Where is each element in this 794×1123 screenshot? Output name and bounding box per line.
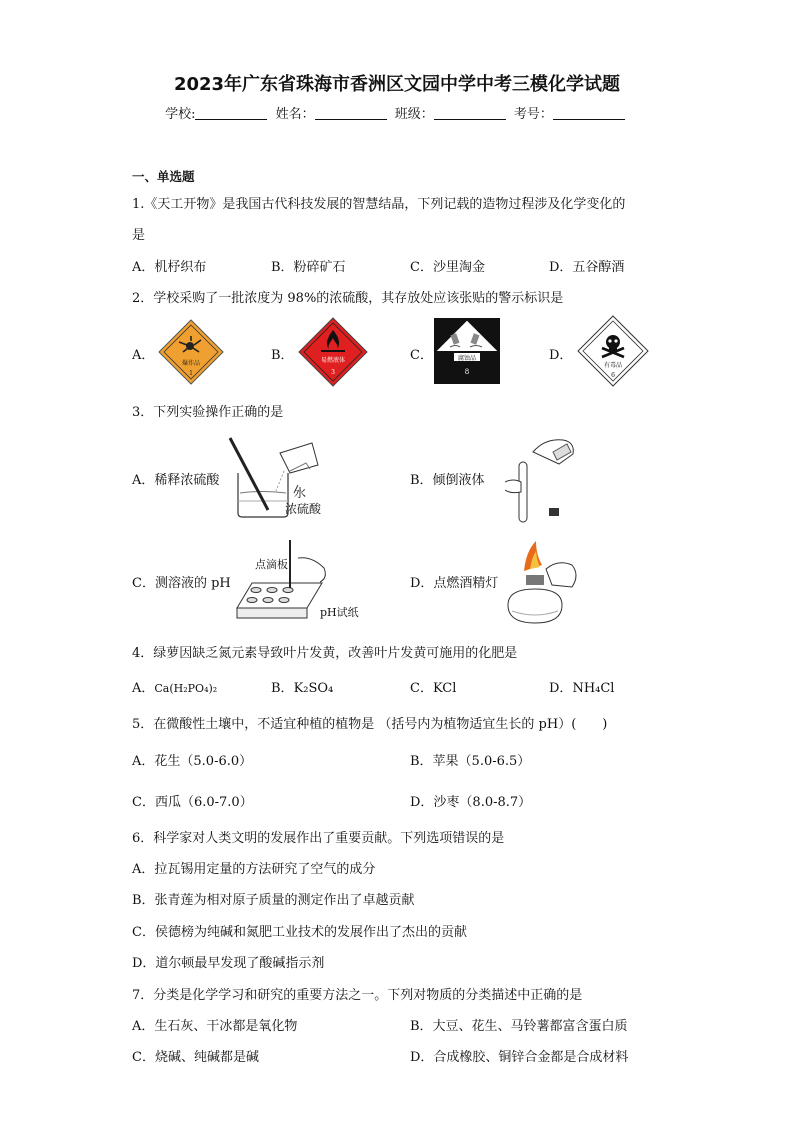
q2-option-c[interactable]: C． [410,348,433,363]
name-label: 姓名： [275,107,315,122]
q5-option-b[interactable]: B．苹果（5.0-6.5） [410,754,531,769]
school-label: 学校: [165,107,196,122]
q2-option-a[interactable]: A． [132,348,155,363]
q4-a-formula: Ca(H₂PO₄)₂ [154,682,218,695]
q1-option-a[interactable]: A．机杼织布 [132,260,207,275]
q3-option-c[interactable]: C．测溶液的 pH [132,576,231,591]
q6-option-a[interactable]: A．拉瓦锡用定量的方法研究了空气的成分 [132,862,376,877]
q2-stem: 2．学校采购了一批浓度为 98%的浓硫酸，其存放处应该张贴的警示标识是 [132,291,564,306]
q5-option-a[interactable]: A．花生（5.0-6.0） [132,754,253,769]
q2-option-b[interactable]: B． [271,348,294,363]
corrosive-sign-num: 8 [464,368,470,376]
q4-option-d[interactable] [549,677,614,696]
corrosive-sign-text: 腐蚀品 [457,355,477,362]
q6-option-c[interactable]: C．侯德榜为纯碱和氮肥工业技术的发展作出了杰出的贡献 [132,925,467,940]
q5-option-d[interactable]: D．沙枣（8.0-8.7） [410,795,532,810]
flammable-sign-text: 易燃液体 [320,357,346,364]
corrosive-sign-icon [434,318,500,384]
q4-b-label: B． [271,681,294,696]
q7-option-b[interactable]: B．大豆、花生、马铃薯都富含蛋白质 [410,1019,628,1034]
q2-option-d[interactable]: D． [549,348,573,363]
q1-option-d[interactable]: D．五谷醇酒 [549,260,625,275]
exam-no-label: 考号： [513,107,553,122]
class-blank[interactable] [434,107,506,120]
class-label: 班级： [394,107,434,122]
q6-option-b[interactable]: B．张青莲为相对原子质量的测定作出了卓越贡献 [132,893,415,908]
flammable-sign-num: 3 [331,369,335,376]
q1-option-c[interactable]: C．沙里淘金 [410,260,485,275]
q4-option-c[interactable]: C．KCl [410,681,457,696]
q3-option-d[interactable]: D．点燃酒精灯 [410,576,499,591]
q5-stem: 5．在微酸性土壤中，不适宜种植的植物是 （括号内为植物适宜生长的 pH）( ) [132,717,608,732]
q4-option-b[interactable] [271,677,333,696]
name-blank[interactable] [315,107,387,120]
dilution-beaker-illustration [228,435,338,520]
q7-option-d[interactable]: D．合成橡胶、铜锌合金都是合成材料 [410,1050,629,1065]
exam-title: 2023年广东省珠海市香洲区文园中学中考三模化学试题 [173,74,621,95]
toxic-sign-icon [576,314,650,388]
q4-a-label: A． [132,681,155,696]
q1-stem-line1: 1.《天工开物》是我国古代科技发展的智慧结晶，下列记载的造物过程涉及化学变化的 [132,197,626,212]
q4-b-formula: K₂SO₄ [293,681,334,696]
q4-stem: 4．绿萝因缺乏氮元素导致叶片发黄，改善叶片发黄可施用的化肥是 [132,646,518,661]
pouring-liquid-illustration [505,430,580,525]
q6-option-d[interactable]: D．道尔顿最早发现了酸碱指示剂 [132,956,325,971]
school-blank[interactable] [195,107,267,120]
q4-option-a[interactable] [132,677,217,696]
student-info-line [0,103,794,122]
ph-paper-label: pH试纸 [320,606,359,619]
q7-stem: 7．分类是化学学习和研究的重要方法之一。下列对物质的分类描述中正确的是 [132,988,583,1003]
spot-plate-label: 点滴板 [255,558,288,571]
q7-option-c[interactable]: C．烧碱、纯碱都是碱 [132,1050,259,1065]
q3-stem: 3．下列实验操作正确的是 [132,405,284,420]
toxic-sign-num: 6 [611,372,615,379]
q1-stem-line2: 是 [132,228,146,243]
q3-option-b[interactable]: B．倾倒液体 [410,473,485,488]
q4-d-formula: NH₄Cl [572,681,615,696]
explosive-sign-icon [157,318,225,386]
flammable-liquid-sign-icon [297,316,369,388]
section-heading: 一、单选题 [132,169,195,184]
q4-d-label: D． [549,681,573,696]
q1-option-b[interactable]: B．粉碎矿石 [271,260,346,275]
explosive-sign-text: 爆炸品 [181,360,201,367]
q6-stem: 6．科学家对人类文明的发展作出了重要贡献。下列选项错误的是 [132,831,505,846]
exam-no-blank[interactable] [553,107,625,120]
conc-acid-label: 浓硫酸 [285,502,322,516]
alcohol-lamp-illustration [502,535,587,630]
q3-option-a[interactable]: A．稀释浓硫酸 [132,473,220,488]
q7-option-a[interactable]: A．生石灰、干冰都是氧化物 [132,1019,298,1034]
toxic-sign-text: 有毒品 [603,362,623,369]
water-label: 水 [294,486,307,500]
q5-option-c[interactable]: C．西瓜（6.0-7.0） [132,795,253,810]
explosive-sign-num: 1 [189,370,193,377]
